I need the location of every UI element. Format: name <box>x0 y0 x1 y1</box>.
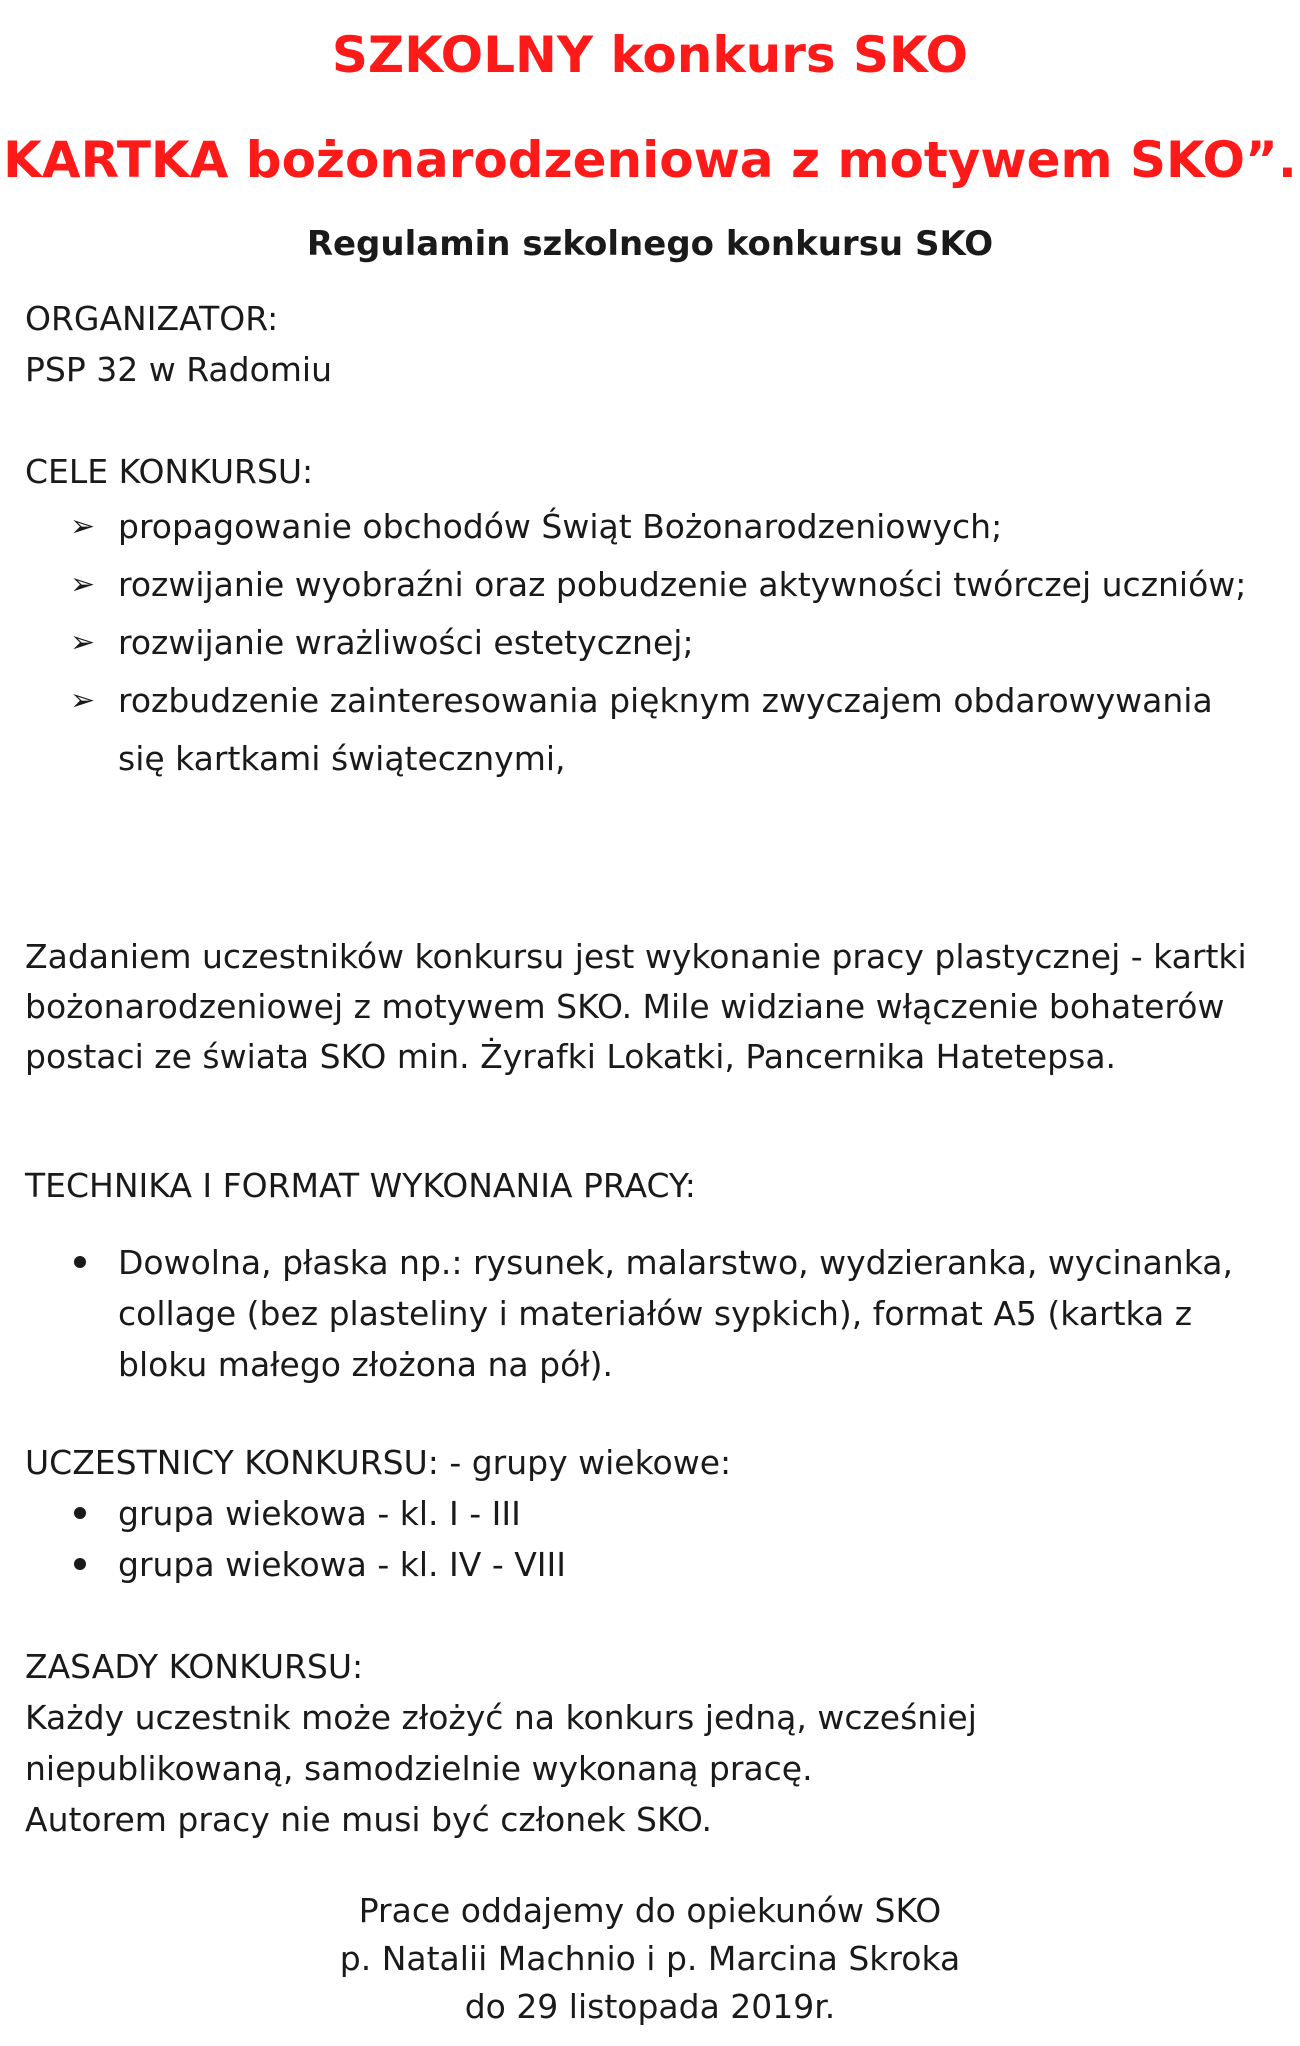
organizer-value: PSP 32 w Radomiu <box>25 350 332 389</box>
rules-heading: ZASADY KONKURSU: <box>25 1647 364 1686</box>
goal-text: propagowanie obchodów Świąt Bożonarodzeniowych; <box>118 507 1003 546</box>
arrow-bullet-icon: ➢ <box>70 683 96 718</box>
technique-heading: TECHNIKA I FORMAT WYKONANIA PRACY: <box>25 1166 696 1205</box>
bullet-dot-icon <box>74 1507 86 1519</box>
technique-text: Dowolna, płaska np.: rysunek, malarstwo, wydzieranka, wycinanka, collage (bez plasteliny i materiałów sypkich), format A5 (kartka z bloku małego złożona na pół). <box>118 1243 1233 1384</box>
goal-text: rozwijanie wyobraźni oraz pobudzenie aktywności twórczej uczniów; <box>118 565 1247 604</box>
rules-line-1: Każdy uczestnik może złożyć na konkurs jedną, wcześniej <box>25 1698 977 1737</box>
age-groups-list <box>70 1488 1270 1590</box>
title-line-1: SZKOLNY konkurs SKO <box>331 26 969 84</box>
footer-line-3: do 29 listopada 2019r. <box>464 1987 836 2026</box>
age-group-text: grupa wiekowa - kl. I - III <box>118 1494 521 1533</box>
goal-text: rozbudzenie zainteresowania pięknym zwyczajem obdarowywania się kartkami świątecznymi, <box>118 681 1213 778</box>
task-text: Zadaniem uczestników konkursu jest wykonanie pracy plastycznej - kartki bożonarodzeniowej z motywem SKO. Mile widziane włączenie bohaterów postaci ze świata SKO min. Żyrafki Lokatki, Pancernika Hatetepsa. <box>25 937 1247 1076</box>
arrow-bullet-icon: ➢ <box>70 625 96 660</box>
age-group-text: grupa wiekowa - kl. IV - VIII <box>118 1545 566 1584</box>
rules-line-2: niepublikowaną, samodzielnie wykonaną pracę. <box>25 1749 813 1788</box>
list-item <box>70 672 1260 788</box>
list-item <box>70 1488 1270 1539</box>
subtitle: Regulamin szkolnego konkursu SKO <box>306 224 994 264</box>
task-section <box>25 932 1275 1082</box>
title-line-2: KARTKA bożonarodzeniowa z motywem SKO”. <box>3 131 1297 189</box>
technique-section <box>25 1160 1275 1211</box>
arrow-bullet-icon: ➢ <box>70 509 96 544</box>
bullet-dot-icon <box>74 1256 86 1268</box>
technique-list <box>70 1237 1270 1390</box>
goals-section <box>25 446 1275 497</box>
list-item <box>70 556 1260 614</box>
goals-list <box>70 498 1260 788</box>
organizer-section <box>25 293 1275 395</box>
organizer-heading: ORGANIZATOR: <box>25 299 279 338</box>
footer-line-1: Prace oddajemy do opiekunów SKO <box>358 1891 942 1930</box>
participants-heading: UCZESTNICY KONKURSU: - grupy wiekowe: <box>25 1443 732 1482</box>
arrow-bullet-icon: ➢ <box>70 567 96 602</box>
goal-text: rozwijanie wrażliwości estetycznej; <box>118 623 694 662</box>
list-item <box>70 1539 1270 1590</box>
list-item <box>70 614 1260 672</box>
list-item <box>70 498 1260 556</box>
bullet-dot-icon <box>74 1558 86 1570</box>
footer-line-2: p. Natalii Machnio i p. Marcina Skroka <box>339 1939 961 1978</box>
list-item <box>70 1237 1270 1390</box>
rules-line-3: Autorem pracy nie musi być członek SKO. <box>25 1800 712 1839</box>
rules-section <box>25 1641 1275 1845</box>
goals-heading: CELE KONKURSU: <box>25 452 314 491</box>
footer-section <box>0 1887 1300 2031</box>
participants-section <box>25 1437 1275 1488</box>
